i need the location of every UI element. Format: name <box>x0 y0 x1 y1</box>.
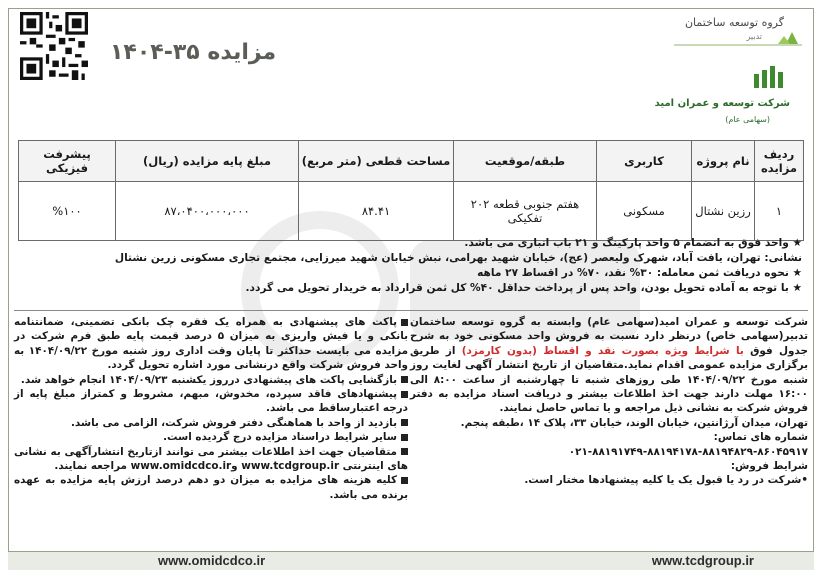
condition-item <box>14 315 408 373</box>
note-item: ★ واحد فوق به انضمام ۵ واحد پارکینگ و ۲۱ باب انباری می باشد. <box>464 237 802 249</box>
th-floor-location: طبقه/موقعیت <box>454 141 597 182</box>
website-link-omidcdco[interactable]: www.omidcdco.ir <box>158 553 266 568</box>
intro-column <box>410 315 808 488</box>
footer-bar <box>8 551 814 570</box>
phones-label: شماره های تماس: <box>713 431 808 444</box>
bullet-icon <box>401 477 408 484</box>
condition-item <box>14 445 408 474</box>
property-table <box>18 140 804 241</box>
company-sub: (سهامی عام) <box>725 115 770 124</box>
th-base-price: مبلغ پایه مزایده (ریال) <box>116 141 299 182</box>
bullet-icon <box>401 434 408 441</box>
condition-text: سایر شرایط دراسناد مزایده درج گردیده است. <box>163 431 397 444</box>
notes-block <box>20 236 802 296</box>
qr-code <box>20 12 88 80</box>
intro-text-continued: از طریق برگزاری مزایده عمومی اقدام نماید.متقاضیان از تاریخ انتشار آگهی لغایت روز شنبه مورخ ۱۴۰۴/۰۹/۲۲ طی روزهای شنبه تا چهارشنبه از ساعت ۸:۰۰ الی ۱۶:۰۰ مهلت دارند جهت اخذ اطلاعات بیشتر و دریافت اسناد مزایده به دفتر فروش شرکت به نشانی ذیل مراجعه و یا تماس حاصل نمایند. <box>410 344 809 415</box>
th-area: مساحت قطعی (متر مربع) <box>299 141 454 182</box>
cell-project-name: رزین نشتال <box>692 182 755 241</box>
group-name: گروه توسعه ساختمان <box>684 16 784 29</box>
office-address: تهران، میدان آرژانتین، خیابان الوند، خیابان ۳۳، پلاک ۱۴ ،طبقه پنجم. <box>460 416 808 429</box>
condition-item <box>14 430 408 444</box>
note-address: نشانی: تهران، یافت آباد، شهرک ولیعصر (عج)، خیابان شهید بهرامی، نبش خیابان شهید میرزایی، مجتمع تجاری مسکونی زرین نشتال <box>114 252 802 264</box>
note-item: ★ نحوه دریافت ثمن معامله: ۳۰% نقد، ۷۰% در اقساط ۲۷ ماهه <box>477 267 802 279</box>
bullet-icon <box>401 319 408 326</box>
intro-text: شرکت توسعه و عمران امید(سهامی عام) وابسته به گروه توسعه ساختمان تدبیر(سهامی خاص) درنظر دارد نسبت به فروش واحد مسکونی خود به شرح جدول فوق <box>410 316 808 357</box>
auction-title: مزایده ۳۵-۱۴۰۴ <box>110 40 277 65</box>
cell-area: ۸۴.۴۱ <box>299 182 454 241</box>
cell-physical-progress: %۱۰۰ <box>19 182 116 241</box>
condition-text: پیشنهادهای فاقد سپرده، مخدوش، مبهم، مشروط و کمتراز مبلغ پایه از درجه اعتبارساقط می باشد. <box>14 388 408 415</box>
bullet-icon <box>401 419 408 426</box>
th-project-name: نام پروژه <box>692 141 755 182</box>
condition-item <box>14 373 408 387</box>
th-row-number: ردیف مزایده <box>755 141 804 182</box>
condition-text: کلیه هزینه های مزایده به میزان دو دهم درصد ارزش پایه مزایده به عهده برنده می باشد. <box>14 474 408 501</box>
company-name: شرکت توسعه و عمران امید <box>654 98 790 109</box>
group-sub: تدبیر <box>746 32 762 41</box>
bullet-icon <box>401 376 408 383</box>
conditions-column <box>14 315 408 502</box>
bullet-icon <box>401 448 408 455</box>
cell-usage: مسکونی <box>597 182 692 241</box>
intro-paragraph <box>410 315 808 416</box>
bullet-icon <box>401 391 408 398</box>
condition-text: بازدید از واحد با هماهنگی دفتر فروش شرکت، الزامی می باشد. <box>70 416 397 429</box>
th-physical-progress: پیشرفت فیزیکی <box>19 141 116 182</box>
condition-text: متقاضیان جهت اخذ اطلاعات بیشتر می توانند ازتاریخ انتشارآگهی به نشانی های اینترنتی www.tcdgroup.ir وwww.omidcdco.ir مراجعه نمایند. <box>14 445 408 473</box>
table-header-row <box>19 141 804 182</box>
note-item: ★ با توجه به آماده تحویل بودن، واحد پس از پرداخت حداقل ۴۰% کل ثمن قرارداد به خریدار تحویل می گردد. <box>245 282 802 294</box>
th-usage: کاربری <box>597 141 692 182</box>
condition-text: بازگشایی پاکت های پیشنهادی درروز یکشنبه ۱۴۰۴/۰۹/۲۳ انجام خواهد شد. <box>20 373 397 386</box>
phone-numbers: ۰۲۱-۸۸۱۹۱۷۴۹-۸۸۱۹۴۱۷۸-۸۸۱۹۴۸۲۹-۸۶۰۴۵۹۱۷ <box>568 445 808 458</box>
cell-base-price: ۸۷،۰۴۰۰،۰۰۰،۰۰۰ <box>116 182 299 241</box>
terms-label: شرایط فروش: <box>730 460 808 473</box>
condition-item <box>14 387 408 416</box>
condition-text: پاکت های پیشنهادی به همراه یک فقره چک بانکی تضمینی، ضمانتنامه بانکی و یا فیش واریزی به میزان ۵ درصد قیمت پایه طبق فرم شرکت در مزایده می بایست حداکثر تا پایان وقت اداری روز شنبه مورخ ۱۴۰۴/۰۹/۲۲ به واحد فروش شرکت واقع درنشانی مورد اشاره تحویل گردد. <box>14 316 409 372</box>
table-row <box>19 182 804 241</box>
section-divider <box>14 310 808 311</box>
cell-floor-location: هفتم جنوبی قطعه ۲۰۲ تفکیکی <box>454 182 597 241</box>
condition-item <box>14 416 408 430</box>
cell-row-number: ۱ <box>755 182 804 241</box>
website-link-tcdgroup[interactable]: www.tcdgroup.ir <box>651 553 754 568</box>
condition-item <box>14 473 408 502</box>
intro-highlight: با شرایط ویژه بصورت نقد و اقساط (بدون کارمزد) <box>455 344 751 357</box>
terms-text: •شرکت در رد یا قبول یک یا کلیه پیشنهادها مختار است. <box>524 474 808 487</box>
